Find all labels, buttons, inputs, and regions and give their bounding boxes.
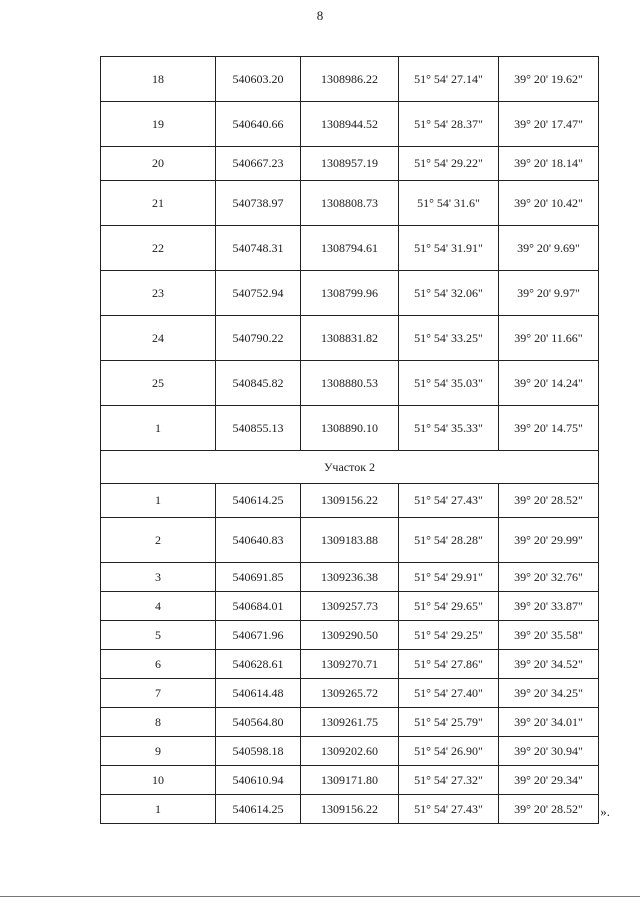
- longitude-cell: 39° 20' 34.25": [499, 679, 599, 708]
- table-row: [101, 181, 599, 226]
- table-row: [101, 361, 599, 406]
- y-coordinate-cell: 1309261.75: [301, 708, 399, 737]
- section-title: Участок 2: [101, 451, 599, 484]
- y-coordinate-cell: 1308986.22: [301, 57, 399, 102]
- latitude-cell: 51° 54' 33.25": [399, 316, 499, 361]
- table-row: [101, 795, 599, 824]
- y-coordinate-cell: 1308794.61: [301, 226, 399, 271]
- latitude-cell: 51° 54' 29.25": [399, 621, 499, 650]
- point-number-cell: 18: [101, 57, 216, 102]
- point-number-cell: 10: [101, 766, 216, 795]
- longitude-cell: 39° 20' 29.99": [499, 518, 599, 563]
- page-number: 8: [316, 8, 324, 23]
- x-coordinate-cell: 540738.97: [216, 181, 301, 226]
- point-number-cell: 1: [101, 484, 216, 518]
- table-row: [101, 679, 599, 708]
- longitude-cell: 39° 20' 19.62": [499, 57, 599, 102]
- y-coordinate-cell: 1309156.22: [301, 795, 399, 824]
- longitude-cell: 39° 20' 33.87": [499, 592, 599, 621]
- y-coordinate-cell: 1308880.53: [301, 361, 399, 406]
- x-coordinate-cell: 540845.82: [216, 361, 301, 406]
- point-number-cell: 9: [101, 737, 216, 766]
- table-row: [101, 406, 599, 451]
- longitude-cell: 39° 20' 14.75": [499, 406, 599, 451]
- table-row: [101, 563, 599, 592]
- longitude-cell: 39° 20' 14.24": [499, 361, 599, 406]
- longitude-cell: 39° 20' 35.58": [499, 621, 599, 650]
- latitude-cell: 51° 54' 27.32": [399, 766, 499, 795]
- point-number-cell: 1: [101, 406, 216, 451]
- longitude-cell: 39° 20' 9.69": [499, 226, 599, 271]
- point-number-cell: 6: [101, 650, 216, 679]
- section-heading-row: [101, 451, 599, 484]
- latitude-cell: 51° 54' 31.6": [399, 181, 499, 226]
- table-row: [101, 57, 599, 102]
- y-coordinate-cell: 1308799.96: [301, 271, 399, 316]
- x-coordinate-cell: 540603.20: [216, 57, 301, 102]
- x-coordinate-cell: 540790.22: [216, 316, 301, 361]
- y-coordinate-cell: 1309265.72: [301, 679, 399, 708]
- longitude-cell: 39° 20' 17.47": [499, 102, 599, 147]
- y-coordinate-cell: 1309156.22: [301, 484, 399, 518]
- longitude-cell: 39° 20' 29.34": [499, 766, 599, 795]
- x-coordinate-cell: 540855.13: [216, 406, 301, 451]
- x-coordinate-cell: 540752.94: [216, 271, 301, 316]
- y-coordinate-cell: 1309290.50: [301, 621, 399, 650]
- x-coordinate-cell: 540614.48: [216, 679, 301, 708]
- longitude-cell: 39° 20' 32.76": [499, 563, 599, 592]
- y-coordinate-cell: 1309236.38: [301, 563, 399, 592]
- table-row: [101, 226, 599, 271]
- y-coordinate-cell: 1309257.73: [301, 592, 399, 621]
- table-row: [101, 271, 599, 316]
- table-row: [101, 621, 599, 650]
- coordinates-table: [100, 56, 599, 824]
- latitude-cell: 51° 54' 32.06": [399, 271, 499, 316]
- y-coordinate-cell: 1309270.71: [301, 650, 399, 679]
- table-row: [101, 650, 599, 679]
- point-number-cell: 4: [101, 592, 216, 621]
- longitude-cell: 39° 20' 28.52": [499, 795, 599, 824]
- x-coordinate-cell: 540691.85: [216, 563, 301, 592]
- point-number-cell: 8: [101, 708, 216, 737]
- point-number-cell: 24: [101, 316, 216, 361]
- table-row: [101, 484, 599, 518]
- table-row: [101, 147, 599, 181]
- table-row: [101, 316, 599, 361]
- x-coordinate-cell: 540684.01: [216, 592, 301, 621]
- latitude-cell: 51° 54' 35.03": [399, 361, 499, 406]
- latitude-cell: 51° 54' 31.91": [399, 226, 499, 271]
- longitude-cell: 39° 20' 30.94": [499, 737, 599, 766]
- point-number-cell: 5: [101, 621, 216, 650]
- table-row: [101, 592, 599, 621]
- y-coordinate-cell: 1308808.73: [301, 181, 399, 226]
- longitude-cell: 39° 20' 10.42": [499, 181, 599, 226]
- point-number-cell: 22: [101, 226, 216, 271]
- latitude-cell: 51° 54' 27.14": [399, 57, 499, 102]
- latitude-cell: 51° 54' 26.90": [399, 737, 499, 766]
- x-coordinate-cell: 540610.94: [216, 766, 301, 795]
- latitude-cell: 51° 54' 29.91": [399, 563, 499, 592]
- x-coordinate-cell: 540667.23: [216, 147, 301, 181]
- table-row: [101, 737, 599, 766]
- table-row: [101, 518, 599, 563]
- x-coordinate-cell: 540748.31: [216, 226, 301, 271]
- point-number-cell: 20: [101, 147, 216, 181]
- x-coordinate-cell: 540598.18: [216, 737, 301, 766]
- x-coordinate-cell: 540628.61: [216, 650, 301, 679]
- y-coordinate-cell: 1308957.19: [301, 147, 399, 181]
- point-number-cell: 1: [101, 795, 216, 824]
- y-coordinate-cell: 1308831.82: [301, 316, 399, 361]
- x-coordinate-cell: 540614.25: [216, 484, 301, 518]
- point-number-cell: 19: [101, 102, 216, 147]
- latitude-cell: 51° 54' 27.43": [399, 484, 499, 518]
- longitude-cell: 39° 20' 34.52": [499, 650, 599, 679]
- point-number-cell: 21: [101, 181, 216, 226]
- page-bottom-rule: [0, 896, 640, 897]
- longitude-cell: 39° 20' 9.97": [499, 271, 599, 316]
- point-number-cell: 23: [101, 271, 216, 316]
- table-row: [101, 708, 599, 737]
- x-coordinate-cell: 540640.66: [216, 102, 301, 147]
- table-row: [101, 102, 599, 147]
- latitude-cell: 51° 54' 29.65": [399, 592, 499, 621]
- table-row: [101, 766, 599, 795]
- y-coordinate-cell: 1308890.10: [301, 406, 399, 451]
- y-coordinate-cell: 1309202.60: [301, 737, 399, 766]
- longitude-cell: 39° 20' 34.01": [499, 708, 599, 737]
- x-coordinate-cell: 540640.83: [216, 518, 301, 563]
- y-coordinate-cell: 1308944.52: [301, 102, 399, 147]
- longitude-cell: 39° 20' 28.52": [499, 484, 599, 518]
- closing-quote-mark: ».: [600, 804, 610, 819]
- point-number-cell: 2: [101, 518, 216, 563]
- longitude-cell: 39° 20' 18.14": [499, 147, 599, 181]
- y-coordinate-cell: 1309171.80: [301, 766, 399, 795]
- latitude-cell: 51° 54' 35.33": [399, 406, 499, 451]
- point-number-cell: 25: [101, 361, 216, 406]
- y-coordinate-cell: 1309183.88: [301, 518, 399, 563]
- latitude-cell: 51° 54' 27.43": [399, 795, 499, 824]
- x-coordinate-cell: 540614.25: [216, 795, 301, 824]
- latitude-cell: 51° 54' 27.86": [399, 650, 499, 679]
- latitude-cell: 51° 54' 28.37": [399, 102, 499, 147]
- latitude-cell: 51° 54' 25.79": [399, 708, 499, 737]
- latitude-cell: 51° 54' 27.40": [399, 679, 499, 708]
- point-number-cell: 7: [101, 679, 216, 708]
- point-number-cell: 3: [101, 563, 216, 592]
- latitude-cell: 51° 54' 28.28": [399, 518, 499, 563]
- x-coordinate-cell: 540671.96: [216, 621, 301, 650]
- longitude-cell: 39° 20' 11.66": [499, 316, 599, 361]
- latitude-cell: 51° 54' 29.22": [399, 147, 499, 181]
- x-coordinate-cell: 540564.80: [216, 708, 301, 737]
